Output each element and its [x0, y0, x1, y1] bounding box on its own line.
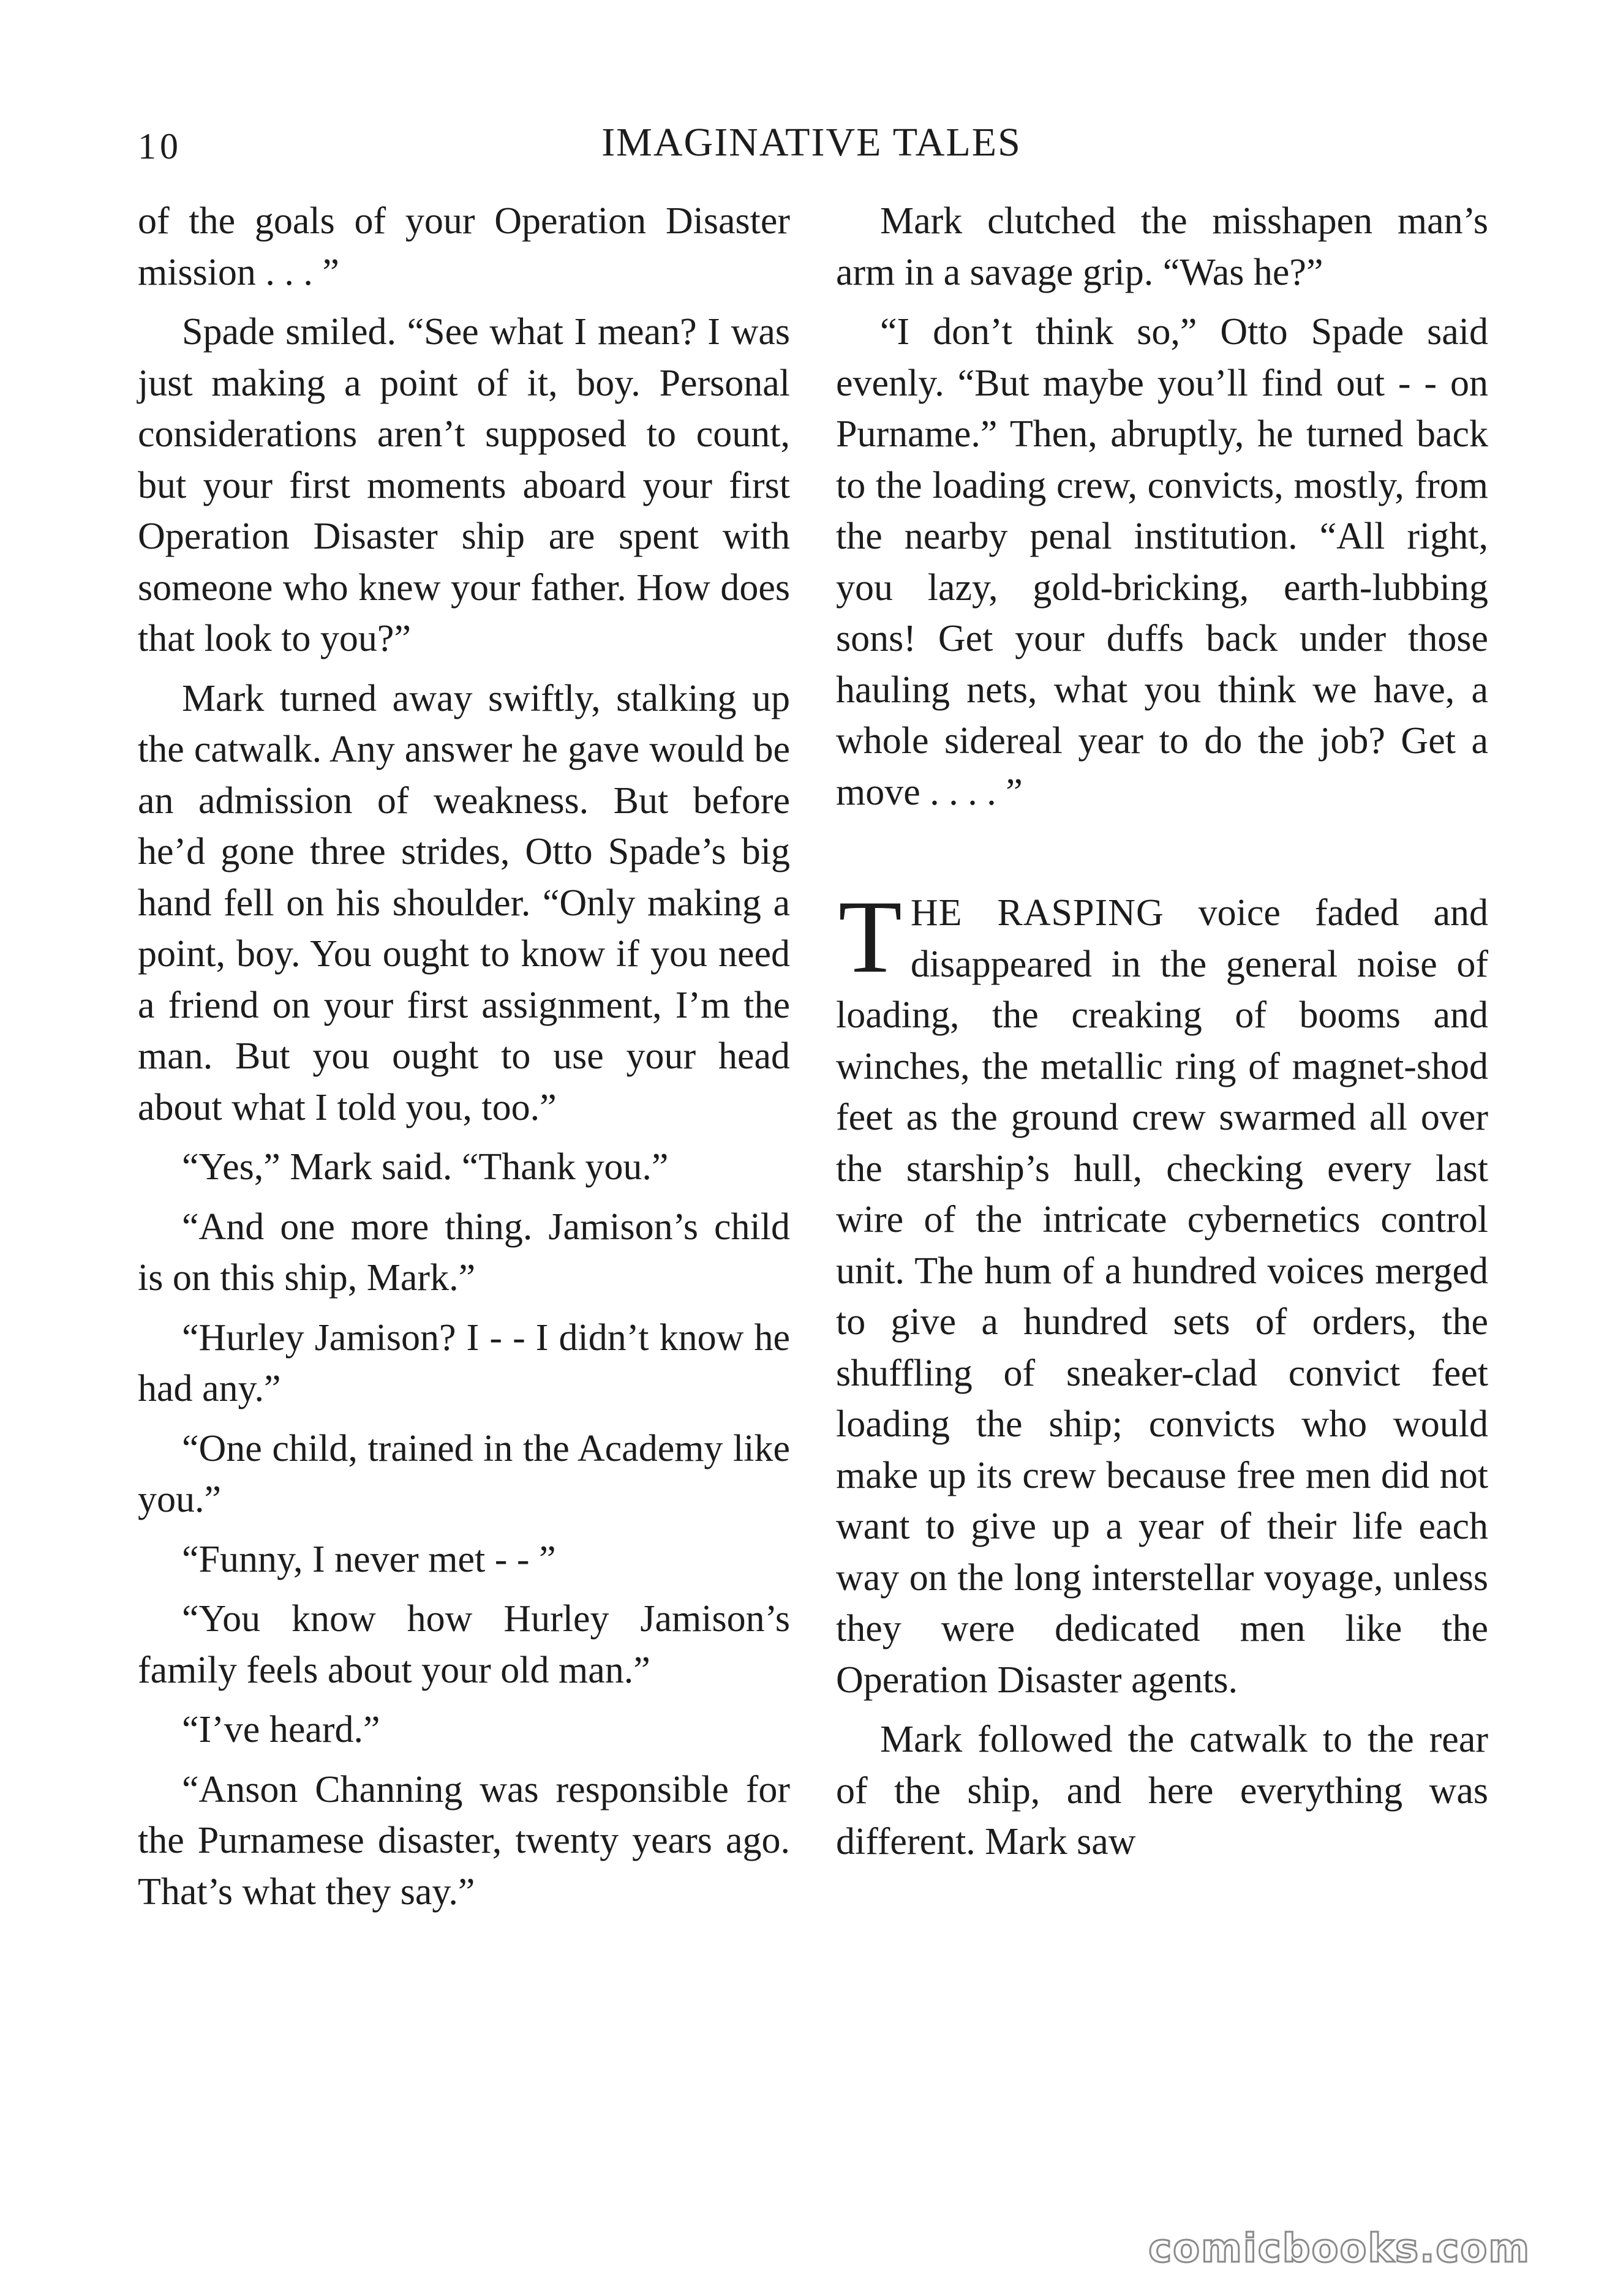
watermark-logo: comicbooks.com	[1148, 2226, 1530, 2272]
paragraph: Spade smiled. “See what I mean? I was just making a point of it, boy. Personal considerations aren’t supposed to count, but your first moments aboard your first Operation Disaster ship are spent with someone who knew your father. How does that look to you?”	[138, 311, 790, 659]
drop-cap: T	[838, 879, 902, 994]
page-header	[138, 119, 1485, 174]
paragraph: Mark turned away swiftly, stalking up the catwalk. Any answer he gave would be an admission of weakness. But before he’d gone three strides, Otto Spade’s big hand fell on his shoulder. “Only making a point, boy. You ought to know if you need a friend on your first assignment, I’m the man. But you ought to use your head about what I told you, too.”	[138, 677, 790, 1128]
paragraph: “One child, trained in the Academy like you.”	[138, 1427, 790, 1520]
left-column	[138, 196, 790, 1926]
section-opening-paragraph	[836, 879, 1488, 1706]
paragraph: “Anson Channing was responsible for the Purnamese disaster, twenty years ago. That’s what they say.”	[138, 1768, 790, 1913]
paragraph: “Funny, I never met - - ”	[182, 1538, 556, 1580]
section-break	[836, 827, 1488, 888]
paragraph: Mark clutched the misshapen man’s arm in a savage grip. “Was he?”	[836, 200, 1488, 293]
paragraph: “Yes,” Mark said. “Thank you.”	[182, 1146, 669, 1188]
paragraph: Mark followed the catwalk to the rear of the ship, and here everything was different. Mark saw	[836, 1719, 1488, 1863]
running-title: IMAGINATIVE TALES	[601, 120, 1022, 165]
paragraph: “And one more thing. Jamison’s child is on this ship, Mark.”	[138, 1206, 790, 1299]
lead-in: HE RASPING	[910, 892, 1164, 934]
right-column	[836, 196, 1488, 1877]
page-number: 10	[138, 126, 182, 167]
paragraph: “I’ve heard.”	[182, 1709, 380, 1750]
paragraph: “I don’t think so,” Otto Spade said evenly. “But maybe you’ll find out - - on Purname.” Then, abruptly, he turned back to the loading crew, convicts, mostly, from the nearby penal institution. “All right, you lazy, gold-bricking, earth-lubbing sons! Get your duffs back under those hauling nets, what you think we have, a whole sidereal year to do the job? Get a move . . . . ”	[836, 311, 1488, 813]
paragraph: of the goals of your Operation Disaster mission . . . ”	[138, 200, 790, 293]
opening-text: voice faded and disappeared in the general noise of loading, the creaking of booms and winches, the metallic ring of magnet-shod feet as the ground crew swarmed all over the starship’s hull, checking every last wire of the intricate cybernetics control unit. The hum of a hundred voices merged to give a hundred sets of orders, the shuffling of sneaker-clad convict feet loading the ship; convicts who would make up its crew because free men did not want to give up a year of their life each way on the long interstellar voyage, unless they were dedicated men like the Operation Disaster agents.	[836, 892, 1488, 1701]
paragraph: “You know how Hurley Jamison’s family feels about your old man.”	[138, 1598, 790, 1691]
paragraph: “Hurley Jamison? I - - I didn’t know he had any.”	[138, 1316, 790, 1409]
